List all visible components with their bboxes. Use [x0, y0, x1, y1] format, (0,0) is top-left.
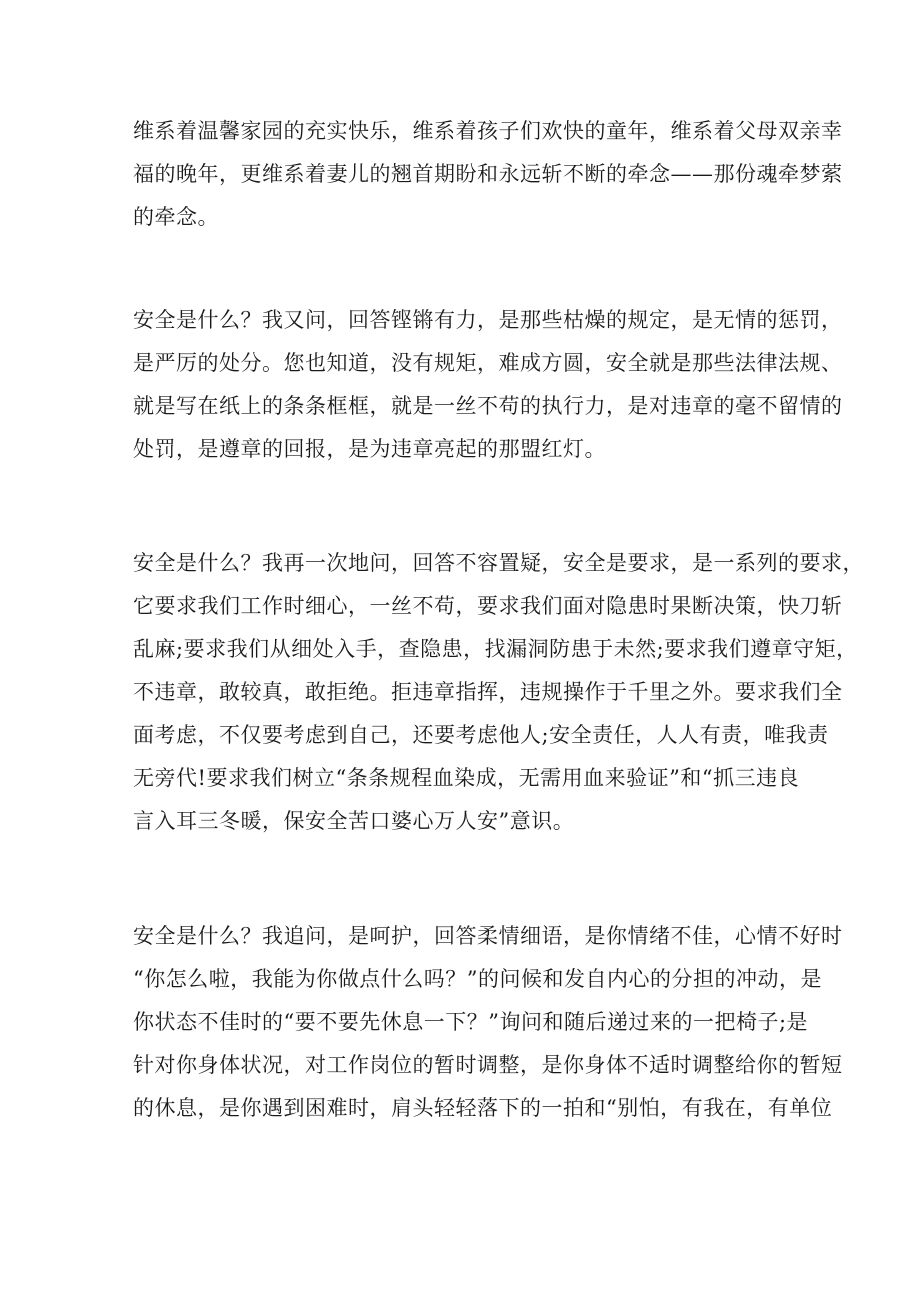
text-line: 的休息，是你遇到困难时，肩头轻轻落下的一拍和“别怕，有我在，有单位: [133, 1096, 833, 1120]
text-line: 安全是什么？我又问，回答铿锵有力，是那些枯燥的规定，是无情的惩罚，: [133, 308, 843, 332]
paragraph-safety-requirements: [133, 542, 864, 843]
text-line: 无旁代!要求我们树立“条条规程血染成，无需用血来验证”和“抓三违良: [133, 766, 800, 790]
text-line: 安全是什么？我追问，是呵护，回答柔情细语，是你情绪不佳，心情不好时: [133, 924, 843, 948]
text-line: 言入耳三冬暖，保安全苦口婆心万人安”意识。: [133, 809, 575, 833]
text-line: 的牵念。: [133, 205, 219, 229]
text-line: 福的晚年，更维系着妻儿的翘首期盼和永远斩不断的牵念——那份魂牵梦萦: [133, 162, 843, 186]
text-line: 不违章，敢较真，敢拒绝。拒违章指挥，违规操作于千里之外。要求我们全: [133, 680, 843, 704]
text-line: 针对你身体状况，对工作岗位的暂时调整，是你身体不适时调整给你的暂短: [133, 1053, 843, 1077]
text-line: 处罚，是遵章的回报，是为违章亮起的那盟红灯。: [133, 437, 606, 461]
text-line: 就是写在纸上的条条框框，就是一丝不苟的执行力，是对违章的毫不留情的: [133, 394, 843, 418]
text-line: 面考虑，不仅要考虑到自己，还要考虑他人;安全责任，人人有责，唯我责: [133, 723, 829, 747]
text-line: 安全是什么？我再一次地问，回答不容置疑，安全是要求，是一系列的要求，: [133, 551, 864, 575]
text-line: 你状态不佳时的“要不要先休息一下？”询问和随后递过来的一把椅子;是: [133, 1010, 809, 1034]
text-line: 乱麻;要求我们从细处入手，查隐患，找漏洞防患于未然;要求我们遵章守矩，: [133, 637, 858, 661]
text-line: 是严厉的处分。您也知道，没有规矩，难成方圆，安全就是那些法律法规、: [133, 351, 843, 375]
text-line: 它要求我们工作时细心，一丝不苟，要求我们面对隐患时果断决策，快刀斩: [133, 594, 843, 618]
paragraph-safety-rules: [133, 299, 843, 471]
paragraph-safety-care: [133, 915, 843, 1130]
text-line: “你怎么啦，我能为你做点什么吗？”的问候和发自内心的分担的冲动，是: [133, 967, 822, 991]
paragraph-family-bonds: [133, 110, 843, 239]
text-line: 维系着温馨家园的充实快乐，维系着孩子们欢快的童年，维系着父母双亲幸: [133, 119, 843, 143]
